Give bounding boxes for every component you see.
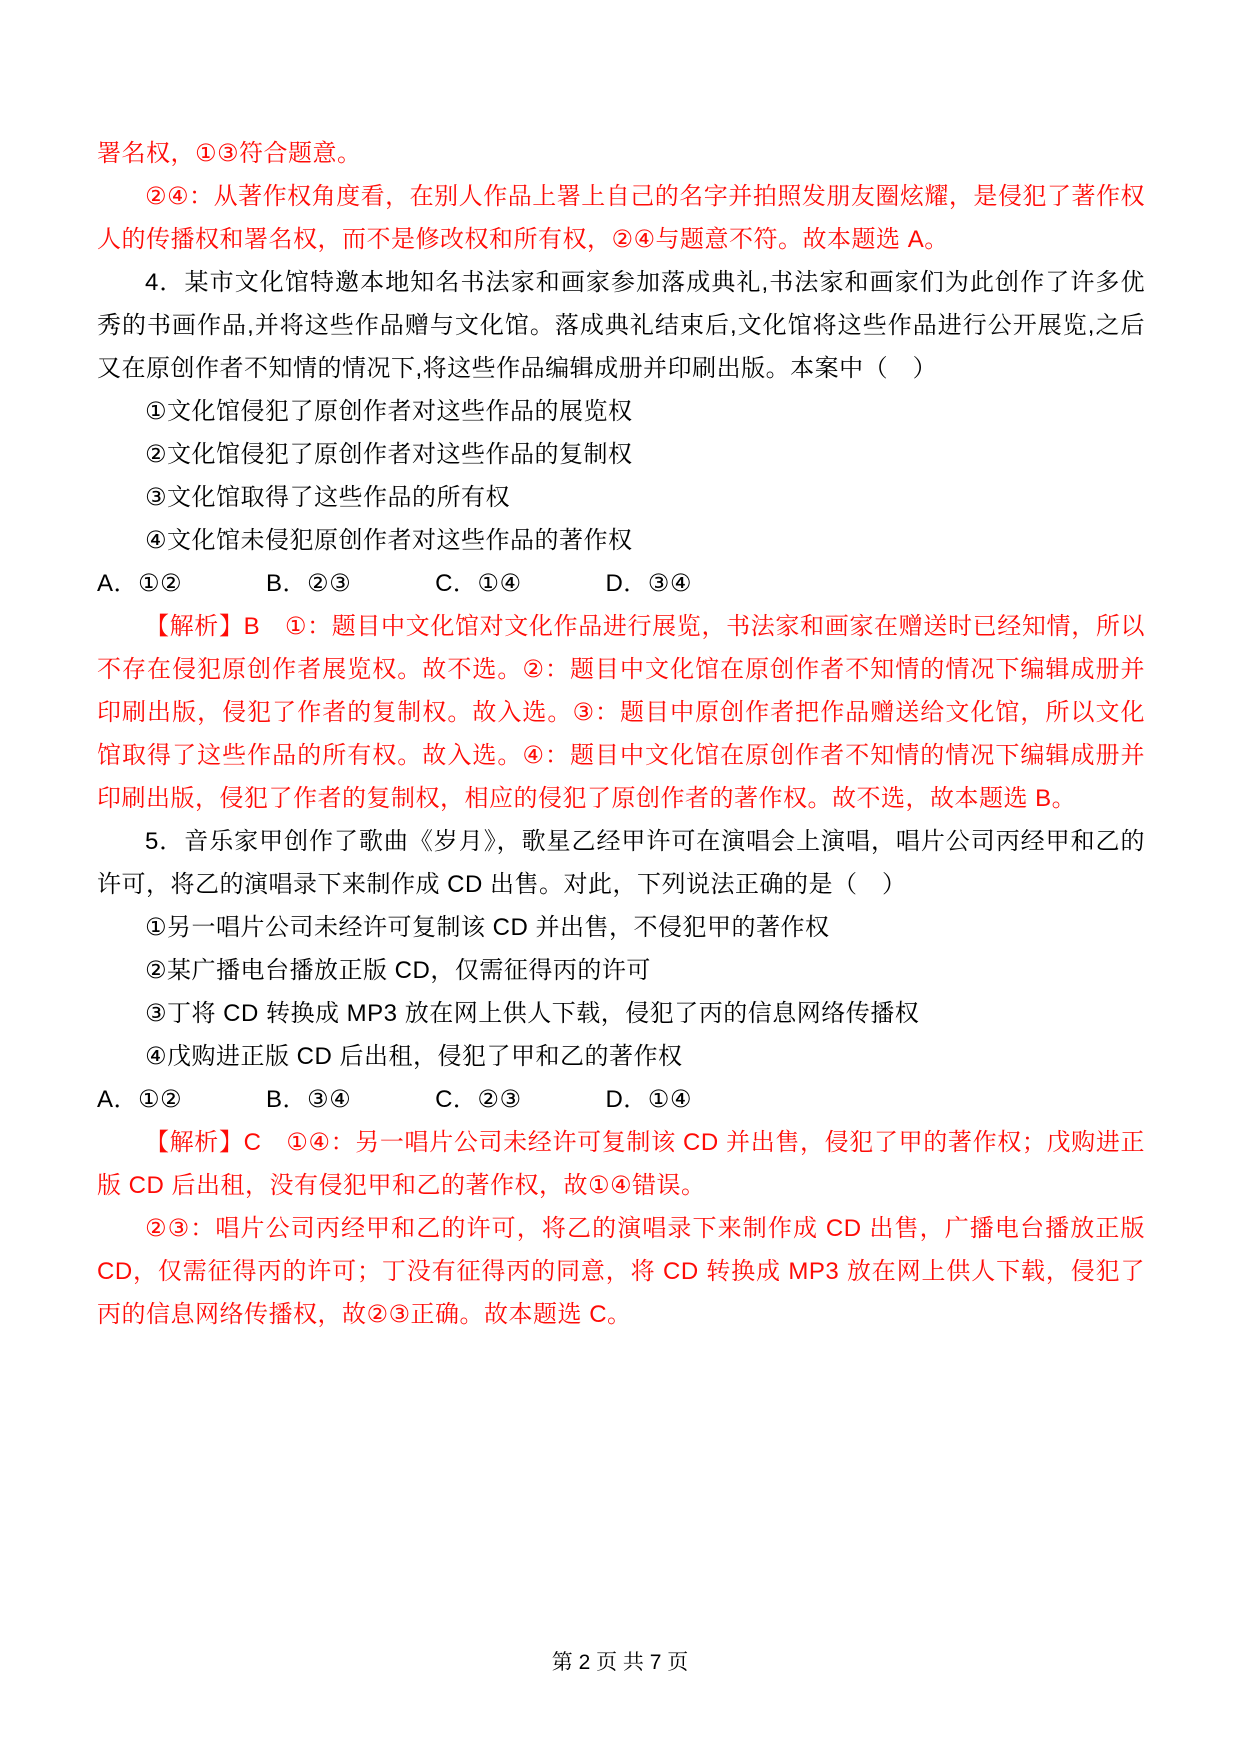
q3-analysis-tail-line: 署名权，①③符合题意。 [97,140,362,167]
question-5-analysis-part1: 【解析】C ①④：另一唱片公司未经许可复制该 CD 并出售，侵犯了甲的著作权；戊购进正版 CD 后出租，没有侵犯甲和乙的著作权，故①④错误。 [97,1129,1145,1199]
question-5-item-2: ②某广播电台播放正版 CD，仅需征得丙的许可 [145,957,651,984]
q3-analysis-paragraph: ②④：从著作权角度看，在别人作品上署上自己的名字并拍照发朋友圈炫耀，是侵犯了著作权人的传播权和署名权，而不是修改权和所有权，②④与题意不符。故本题选 A。 [97,183,1145,253]
question-4-analysis: 【解析】B ①：题目中文化馆对文化作品进行展览，书法家和画家在赠送时已经知情，所以不存在侵犯原创作者展览权。故不选。②：题目中文化馆在原创作者不知情的情况下编辑成册并印刷出版，侵犯了作者的复制权。故入选。③：题目中原创作者把作品赠送给文化馆，所以文化馆取得了这些作品的所有权。故入选。④：题目中文化馆在原创作者不知情的情况下编辑成册并印刷出版，侵犯了作者的复制权，相应的侵犯了原创作者的著作权。故不选，故本题选 B。 [97,613,1145,812]
question-4-option-a: A．①② [97,570,183,597]
question-4-option-d: D．③④ [605,570,692,597]
question-5-item-4: ④戊购进正版 CD 后出租，侵犯了甲和乙的著作权 [145,1043,683,1070]
question-4-item-3: ③文化馆取得了这些作品的所有权 [145,484,511,511]
question-5-option-a: A．①② [97,1086,183,1113]
question-5-option-b: B．③④ [266,1086,352,1113]
question-5-item-1: ①另一唱片公司未经许可复制该 CD 并出售，不侵犯甲的著作权 [145,914,830,941]
question-4-options-row [97,562,1145,605]
question-5-stem: 5．音乐家甲创作了歌曲《岁月》，歌星乙经甲许可在演唱会上演唱，唱片公司丙经甲和乙的许可，将乙的演唱录下来制作成 CD 出售。对此，下列说法正确的是（ ） [97,828,1145,898]
question-5-options-row [97,1078,1145,1121]
question-4-item-2: ②文化馆侵犯了原创作者对这些作品的复制权 [145,441,633,468]
question-5-analysis-part2: ②③：唱片公司丙经甲和乙的许可，将乙的演唱录下来制作成 CD 出售，广播电台播放正版 CD，仅需征得丙的许可；丁没有征得丙的同意，将 CD 转换成 MP3 放在网上供人下载，侵犯了丙的信息网络传播权，故②③正确。故本题选 C。 [97,1215,1145,1328]
question-4-item-1: ①文化馆侵犯了原创作者对这些作品的展览权 [145,398,633,425]
question-4-option-b: B．②③ [266,570,352,597]
question-5-item-3: ③丁将 CD 转换成 MP3 放在网上供人下载，侵犯了丙的信息网络传播权 [145,1000,920,1027]
question-5-option-d: D．①④ [605,1086,692,1113]
question-4-option-c: C．①④ [435,570,522,597]
document-body [97,132,1145,1336]
question-4-stem: 4．某市文化馆特邀本地知名书法家和画家参加落成典礼,书法家和画家们为此创作了许多优秀的书画作品,并将这些作品赠与文化馆。落成典礼结束后,文化馆将这些作品进行公开展览,之后又在原创作者不知情的情况下,将这些作品编辑成册并印刷出版。本案中（ ） [97,269,1145,382]
page-number-footer: 第 2 页 共 7 页 [551,1651,689,1674]
question-4-item-4: ④文化馆未侵犯原创作者对这些作品的著作权 [145,527,633,554]
question-5-option-c: C．②③ [435,1086,522,1113]
